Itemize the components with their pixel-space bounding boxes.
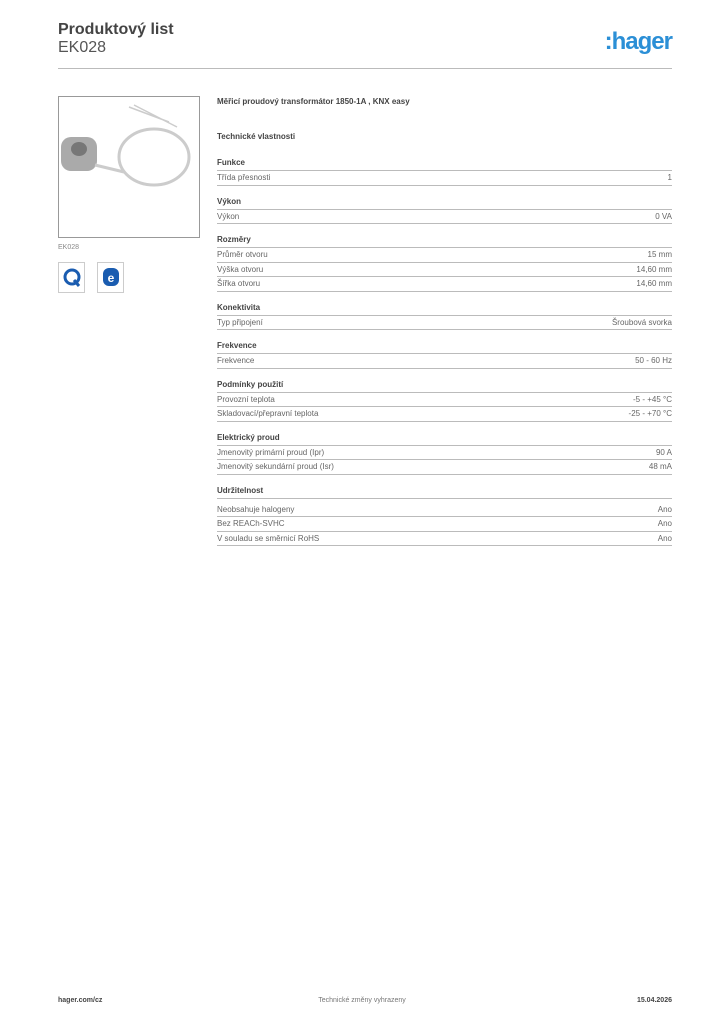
section-heading: Rozměry xyxy=(217,233,672,248)
footer-date: 15.04.2026 xyxy=(636,997,672,1004)
spec-label: V souladu se směrnicí RoHS xyxy=(217,533,320,543)
quality-badge-icon xyxy=(58,262,85,293)
spec-row xyxy=(217,277,672,292)
spec-value: Ano xyxy=(657,519,672,528)
spec-value: Ano xyxy=(657,533,672,543)
spec-label: Výkon xyxy=(217,211,240,221)
spec-label: Šířka otvoru xyxy=(217,279,261,288)
tech-properties-heading: Technické vlastnosti xyxy=(217,132,296,141)
spec-row xyxy=(217,460,672,475)
spec-label: Skladovací/přepravní teplota xyxy=(217,409,319,418)
spec-value: -5 - +45 °C xyxy=(633,394,672,404)
spec-row xyxy=(217,532,672,547)
spec-value: 90 A xyxy=(655,447,672,457)
page-title: Produktový list xyxy=(58,21,174,38)
spec-row xyxy=(217,446,672,461)
spec-section xyxy=(217,484,672,547)
spec-row xyxy=(217,503,672,518)
header-divider xyxy=(58,68,672,69)
spec-section xyxy=(217,431,672,475)
spec-value: 0 VA xyxy=(655,211,672,221)
section-heading: Elektrický proud xyxy=(217,431,672,446)
spec-value: 14,60 mm xyxy=(636,264,672,274)
spec-value: 14,60 mm xyxy=(636,279,672,288)
spec-row xyxy=(217,354,672,369)
svg-text:e: e xyxy=(107,270,114,285)
spec-label: Třída přesnosti xyxy=(217,173,271,182)
product-name: Měřicí proudový transformátor 1850-1A , KNX easy xyxy=(217,97,410,106)
spec-label: Jmenovitý sekundární proud (Isr) xyxy=(217,462,334,471)
spec-label: Provozní teplota xyxy=(217,394,275,404)
product-code: EK028 xyxy=(58,39,107,56)
spec-section xyxy=(217,339,672,369)
spec-label: Výška otvoru xyxy=(217,264,264,274)
spec-label: Frekvence xyxy=(217,356,255,365)
hager-logo: :hager xyxy=(604,28,672,55)
spec-row xyxy=(217,407,672,422)
e-label-badge-icon xyxy=(97,262,124,293)
footer-website[interactable]: hager.com/cz xyxy=(58,997,103,1004)
section-heading: Konektivita xyxy=(217,301,672,316)
spec-label: Jmenovitý primární proud (Ipr) xyxy=(217,447,325,457)
spec-row xyxy=(217,316,672,331)
spec-value: 15 mm xyxy=(647,250,672,259)
section-heading: Frekvence xyxy=(217,339,672,354)
spec-value: 48 mA xyxy=(648,462,672,471)
spec-section xyxy=(217,378,672,422)
spec-row xyxy=(217,517,672,532)
spec-section xyxy=(217,233,672,292)
spec-label: Typ připojení xyxy=(217,317,263,327)
spec-section xyxy=(217,156,672,186)
image-caption: EK028 xyxy=(58,244,80,251)
spec-row xyxy=(217,171,672,186)
product-image xyxy=(58,96,200,238)
spec-value: Ano xyxy=(657,504,672,514)
spec-row xyxy=(217,393,672,408)
spec-section xyxy=(217,301,672,331)
spec-value: Šroubová svorka xyxy=(611,317,672,327)
footer-note: Technické změny vyhrazeny xyxy=(318,997,406,1004)
spec-label: Bez REACh-SVHC xyxy=(217,519,285,528)
section-heading: Funkce xyxy=(217,156,672,171)
spec-value: 1 xyxy=(667,173,672,182)
section-heading: Udržitelnost xyxy=(217,484,672,499)
spec-section xyxy=(217,195,672,225)
spec-panel xyxy=(217,96,672,555)
spec-value: -25 - +70 °C xyxy=(628,409,672,418)
section-heading: Podmínky použití xyxy=(217,378,672,393)
spec-row xyxy=(217,248,672,263)
spec-value: 50 - 60 Hz xyxy=(635,356,672,365)
section-heading: Výkon xyxy=(217,195,672,210)
spec-row xyxy=(217,210,672,225)
spec-label: Neobsahuje halogeny xyxy=(217,504,295,514)
spec-label: Průměr otvoru xyxy=(217,250,268,259)
spec-row xyxy=(217,263,672,278)
